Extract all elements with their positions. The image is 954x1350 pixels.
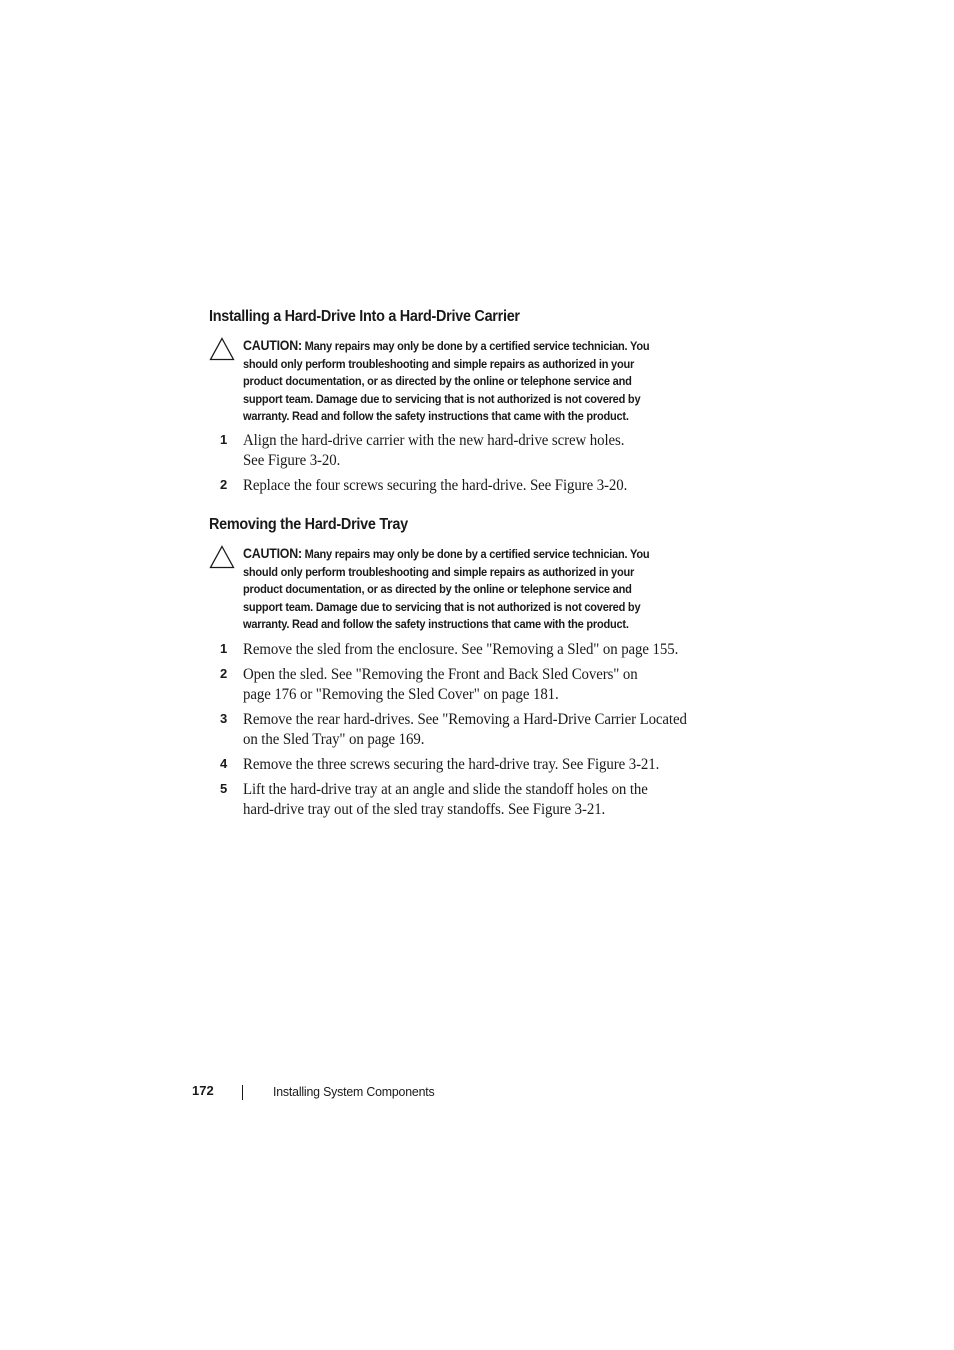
caution-line: Many repairs may only be done by a certified service technician. You [304, 547, 650, 561]
step-number: 1 [220, 641, 228, 656]
step-text [243, 665, 742, 705]
chapter-title: Installing System Components [273, 1084, 435, 1099]
step-line: Remove the rear hard-drives. See "Removing a Hard-Drive Carrier Located [243, 711, 687, 728]
section-heading-remove-tray: Removing the Hard-Drive Tray [209, 516, 408, 533]
caution-line: warranty. Read and follow the safety instructions that came with the product. [243, 409, 629, 424]
caution-triangle-icon [209, 337, 235, 361]
step-line: hard-drive tray out of the sled tray standoffs. See Figure 3-21. [243, 801, 606, 818]
caution-line: should only perform troubleshooting and simple repairs as authorized in your [243, 564, 635, 579]
caution-line: product documentation, or as directed by the online or telephone service and [243, 582, 632, 597]
step-text [243, 431, 742, 471]
caution-line: support team. Damage due to servicing that is not authorized is not covered by [243, 599, 641, 614]
step-text [243, 476, 742, 496]
caution-text [243, 545, 721, 634]
footer-divider [242, 1085, 243, 1100]
step-number: 5 [220, 781, 228, 796]
caution-line: warranty. Read and follow the safety instructions that came with the product. [243, 617, 629, 632]
section-heading-install-hard-drive: Installing a Hard-Drive Into a Hard-Drive Carrier [209, 308, 520, 325]
page-number: 172 [192, 1083, 214, 1098]
step-text [243, 640, 742, 660]
caution-line: support team. Damage due to servicing that is not authorized is not covered by [243, 391, 641, 406]
caution-line: should only perform troubleshooting and simple repairs as authorized in your [243, 356, 635, 371]
caution-label: CAUTION: [243, 546, 302, 561]
step-line: Align the hard-drive carrier with the new hard-drive screw holes. [243, 432, 625, 449]
step-line: See Figure 3-20. [243, 452, 341, 469]
caution-triangle-icon [209, 545, 235, 569]
step-line: page 176 or "Removing the Sled Cover" on page 181. [243, 686, 559, 703]
step-number: 2 [220, 477, 228, 492]
step-number: 3 [220, 711, 228, 726]
caution-line: product documentation, or as directed by the online or telephone service and [243, 374, 632, 389]
step-number: 2 [220, 666, 228, 681]
step-line: Lift the hard-drive tray at an angle and slide the standoff holes on the [243, 781, 648, 798]
step-line: Open the sled. See "Removing the Front and Back Sled Covers" on [243, 666, 638, 683]
step-text [243, 755, 742, 775]
step-text [243, 710, 742, 750]
step-number: 4 [220, 756, 228, 771]
caution-text [243, 337, 721, 426]
step-number: 1 [220, 432, 228, 447]
caution-label: CAUTION: [243, 338, 302, 353]
step-line: Replace the four screws securing the hard-drive. See Figure 3-20. [243, 477, 628, 494]
step-line: on the Sled Tray" on page 169. [243, 731, 425, 748]
step-line: Remove the three screws securing the hard-drive tray. See Figure 3-21. [243, 756, 660, 773]
caution-line: Many repairs may only be done by a certified service technician. You [304, 339, 650, 353]
step-text [243, 780, 742, 820]
step-line: Remove the sled from the enclosure. See "Removing a Sled" on page 155. [243, 641, 679, 658]
